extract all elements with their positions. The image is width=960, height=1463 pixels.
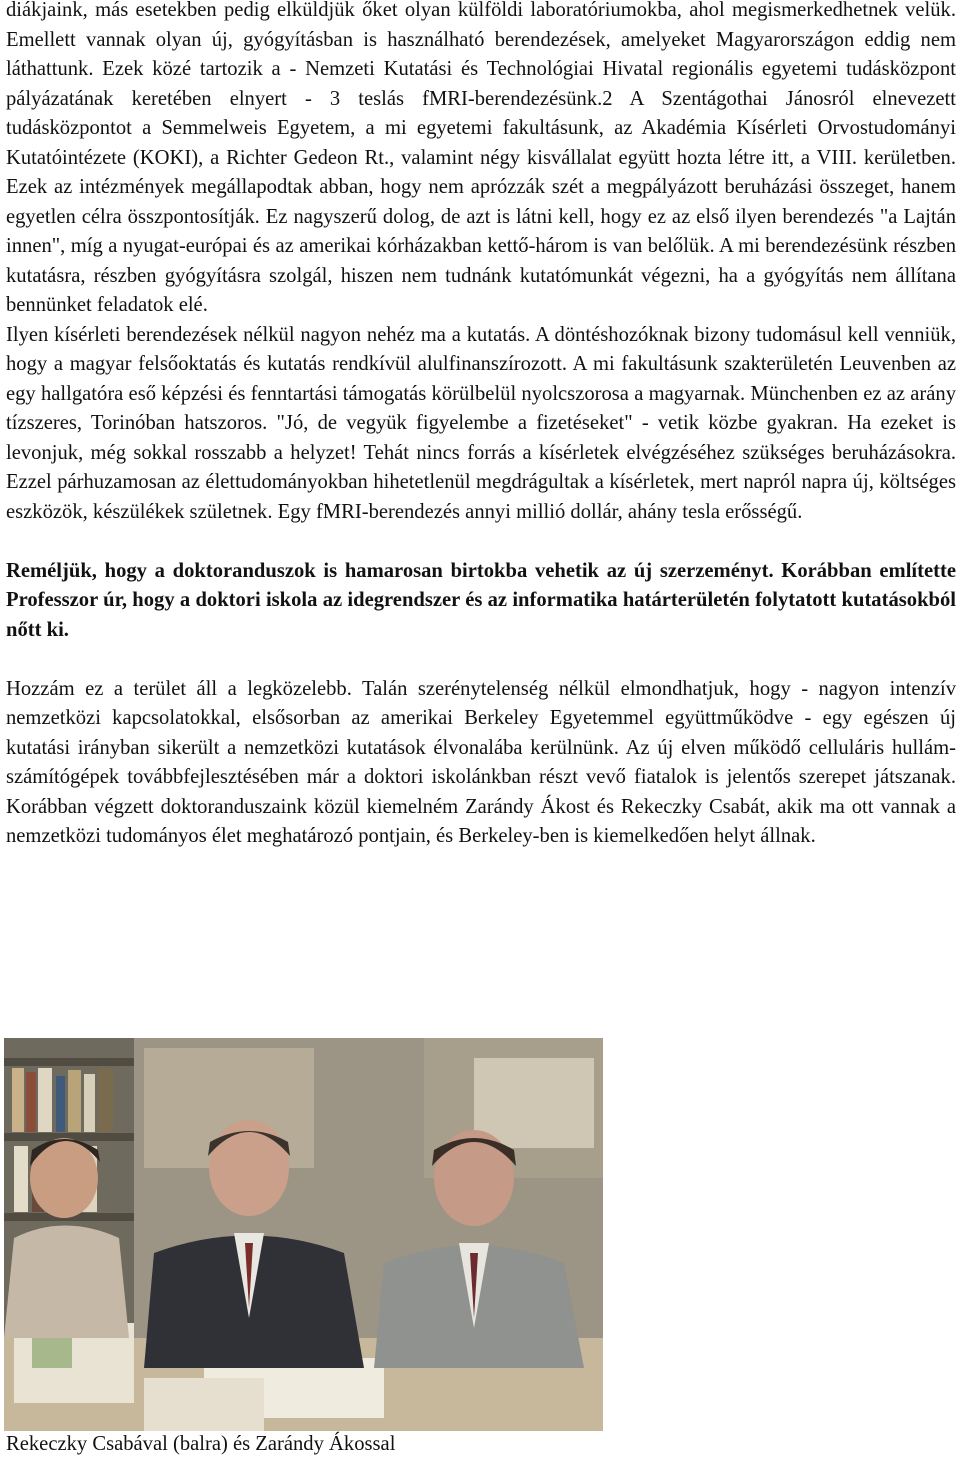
office-photo: [4, 1038, 603, 1431]
paragraph-spacer: [6, 527, 956, 557]
office-photo-illustration: [4, 1038, 603, 1431]
paragraph-fmri-center: diákjaink, más esetekben pedig elküldjük őket olyan külföldi laboratóriumokba, ahol megismerkedhetnek velük. Emellett vannak olyan új, gyógyításban is használható berendezések, amelyeket Magyarországon eddig nem láthattunk. Ezek közé tartozik a - Nemzeti Kutatási és Technológiai Hivatal regionális egyetemi tudásközpont pályázatának keretében elnyert - 3 teslás fMRI-berendezésünk.2 A Szentágothai Jánosról elnevezett tudásközpontot a Semmelweis Egyetem, a mi egyetemi fakultásunk, az Akadémia Kísérleti Orvostudományi Kutatóintézete (KOKI), a Richter Gedeon Rt., valamint négy kisvállalat együtt hozta létre itt, a VIII. kerületben. Ezek az intézmények megállapodtak abban, hogy nem aprózzák szét a megpályázott beruházási összeget, hanem egyetlen célra összpontosítják. Ez nagyszerű dolog, de azt is látni kell, hogy ez az első ilyen berendezés "a Lajtán innen", míg a nyugat-európai és az amerikai kórházakban kettő-három is van belőlük. A mi berendezésünk részben kutatásra, részben gyógyításra szolgál, hiszen nem tudnánk kutatómunkát végezni, ha a gyógyítás nem állítana bennünket feladatok elé.: [6, 0, 956, 316]
paragraph-funding: Ilyen kísérleti berendezések nélkül nagyon nehéz ma a kutatás. A döntéshozóknak bizony tudomásul kell venniük, hogy a magyar felsőoktatás és kutatás rendkívül alulfinanszírozott. A mi fakultásunk szakterületén Leuvenben az egy hallgatóra eső képzési és fenntartási támogatás körülbelül nyolcszorosa a magyarnak. Münchenben ez az arány tízszeres, Torinóban hatszoros. "Jó, de vegyük figyelembe a fizetéseket" - vetik közbe gyakran. Ha ezeket is levonjuk, még sokkal rosszabb a helyzet! Tehát nincs forrás a kísérletek elvégzéséhez szükséges beruházásokra. Ezzel párhuzamosan az élettudományokban hihetetlenül megdrágultak a kísérletek, mert napról napra új, költséges eszközök, készülékek születnek. Egy fMRI-berendezés annyi millió dollár, ahány tesla erősségű.: [6, 323, 956, 523]
paragraph-berkeley: Hozzám ez a terület áll a legközelebb. Talán szerénytelenség nélkül elmondhatjuk, hogy - nagyon intenzív nemzetközi kapcsolatokkal, elsősorban az amerikai Berkeley Egyetemmel együttműködve - egy egészen új kutatási irányban sikerült a nemzetközi kutatások élvonalába kerülnünk. Az új elven működő celluláris hullám-számítógépek továbbfejlesztésében már a doktori iskolánkban részt vevő fiatalok is jelentős szerepet játszanak. Korábban végzett doktoranduszaink közül kiemelném Zarándy Ákost és Rekeczky Csabát, akik ma ott vannak a nemzetközi tudományos élet meghatározó pontjain, és Berkeley-ben is kiemelkedően helyt állnak.: [6, 677, 956, 847]
interview-question: Reméljük, hogy a doktoranduszok is hamarosan birtokba vehetik az új szerzeményt. Korábban említette Professzor úr, hogy a doktori iskola az idegrendszer és az informatika határterületén folytatott kutatásokból nőtt ki.: [6, 559, 956, 641]
document-body: [6, 0, 956, 852]
photo-caption: Rekeczky Csabával (balra) és Zarándy Ákossal: [6, 1433, 396, 1455]
paragraph-spacer: [6, 645, 956, 675]
